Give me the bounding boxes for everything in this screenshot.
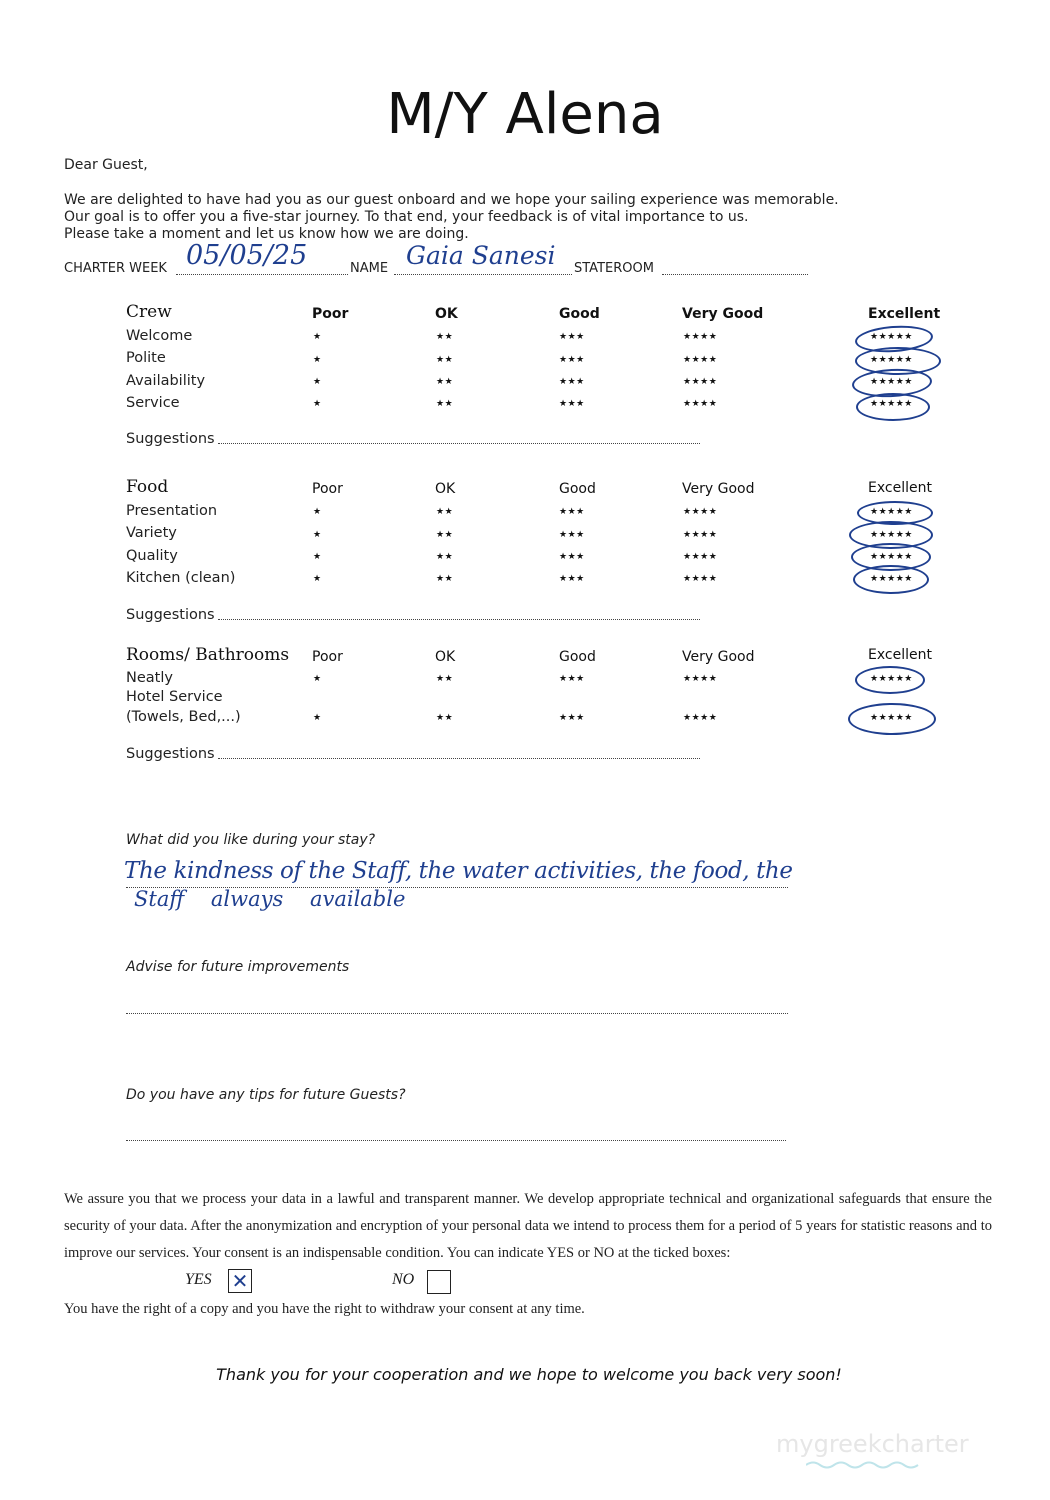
greeting: Dear Guest, bbox=[64, 157, 148, 173]
star-rating[interactable]: ★★★★ bbox=[683, 507, 718, 517]
row-label-neatly: Neatly bbox=[126, 670, 173, 686]
star-rating[interactable]: ★ bbox=[313, 355, 322, 365]
star-rating[interactable]: ★★ bbox=[436, 574, 454, 584]
thanks-message: Thank you for your cooperation and we hope to welcome you back very soon! bbox=[216, 1365, 842, 1384]
star-rating[interactable]: ★★ bbox=[436, 507, 454, 517]
liked-answer-line-1[interactable]: The kindness of the Staff, the water activities, the food, the bbox=[124, 858, 793, 884]
star-rating[interactable]: ★ bbox=[313, 674, 322, 684]
selection-circle bbox=[856, 393, 930, 421]
charter-week-value[interactable]: 05/05/25 bbox=[186, 240, 308, 271]
row-label-welcome: Welcome bbox=[126, 328, 193, 344]
star-rating[interactable]: ★★ bbox=[436, 530, 454, 540]
star-rating[interactable]: ★★★ bbox=[559, 713, 585, 723]
star-rating[interactable]: ★★★★ bbox=[683, 552, 718, 562]
data-consent-text: We assure you that we process your data in a lawful and transparent manner. We develop appropriate technical and organizational safeguards that ensure the security of your data. After the anonymization and encryption of your personal data we intend to process them for a period of 5 years for statistic reasons and to improve our services. Your consent is an indispensable condition. You can indicate YES or NO at the ticked boxes: bbox=[64, 1191, 992, 1261]
section-title-rooms: Rooms/ Bathrooms bbox=[126, 645, 290, 665]
col-very-good: Very Good bbox=[682, 306, 764, 322]
star-rating[interactable]: ★★★★ bbox=[683, 713, 718, 723]
star-rating[interactable]: ★★★ bbox=[559, 355, 585, 365]
col-excellent: Excellent bbox=[868, 306, 941, 322]
star-rating[interactable]: ★★ bbox=[436, 552, 454, 562]
star-rating[interactable]: ★ bbox=[313, 507, 322, 517]
row-label-availability: Availability bbox=[126, 373, 206, 389]
intro-line-1: We are delighted to have had you as our guest onboard and we hope your sailing experience was memorable. bbox=[64, 192, 839, 208]
row-label-polite: Polite bbox=[126, 350, 166, 366]
star-rating[interactable]: ★★ bbox=[436, 332, 454, 342]
col-ok: OK bbox=[435, 481, 456, 497]
star-rating[interactable]: ★ bbox=[313, 713, 322, 723]
col-excellent: Excellent bbox=[868, 647, 932, 663]
no-label: NO bbox=[392, 1271, 415, 1288]
star-rating[interactable]: ★★★★ bbox=[683, 332, 718, 342]
suggestions-label-rooms: Suggestions bbox=[126, 746, 215, 762]
watermark-logo: mygreekcharter bbox=[776, 1430, 969, 1458]
star-rating[interactable]: ★ bbox=[313, 399, 322, 409]
charter-week-label: CHARTER WEEK bbox=[64, 261, 167, 276]
liked-answer-line-2[interactable]: Staff always available bbox=[134, 887, 406, 911]
star-rating[interactable]: ★ bbox=[313, 377, 322, 387]
row-label-quality: Quality bbox=[126, 548, 178, 564]
liked-question: What did you like during your stay? bbox=[126, 832, 376, 848]
star-rating[interactable]: ★★★★★ bbox=[870, 574, 913, 584]
row-label-variety: Variety bbox=[126, 525, 177, 541]
col-very-good: Very Good bbox=[682, 649, 755, 665]
star-rating[interactable]: ★ bbox=[313, 574, 322, 584]
star-rating[interactable]: ★★★★★ bbox=[870, 399, 913, 409]
tips-question: Do you have any tips for future Guests? bbox=[126, 1087, 406, 1103]
star-rating[interactable]: ★★★ bbox=[559, 530, 585, 540]
intro-line-2: Our goal is to offer you a five-star journey. To that end, your feedback is of vital importance to us. bbox=[64, 209, 749, 225]
suggestions-label-food: Suggestions bbox=[126, 607, 215, 623]
row-label-hotel-service: Hotel Service bbox=[126, 689, 223, 705]
col-excellent: Excellent bbox=[868, 480, 932, 496]
col-good: Good bbox=[559, 306, 600, 322]
star-rating[interactable]: ★★★★ bbox=[683, 355, 718, 365]
row-label-towels-bed: (Towels, Bed,...) bbox=[126, 709, 241, 725]
col-poor: Poor bbox=[312, 481, 343, 497]
advise-answer-field[interactable] bbox=[126, 1013, 788, 1014]
star-rating[interactable]: ★★★★ bbox=[683, 530, 718, 540]
selection-circle bbox=[853, 565, 929, 594]
charter-week-line bbox=[176, 274, 348, 275]
star-rating[interactable]: ★★★ bbox=[559, 507, 585, 517]
star-rating[interactable]: ★★★★★ bbox=[870, 674, 913, 684]
row-label-service: Service bbox=[126, 395, 180, 411]
star-rating[interactable]: ★★★★★ bbox=[870, 552, 913, 562]
wave-icon bbox=[806, 1460, 924, 1470]
row-label-presentation: Presentation bbox=[126, 503, 218, 519]
star-rating[interactable]: ★★ bbox=[436, 674, 454, 684]
yes-checkbox[interactable]: ✕ bbox=[228, 1269, 252, 1293]
star-rating[interactable]: ★★★★ bbox=[683, 399, 718, 409]
rights-text: You have the right of a copy and you have the right to withdraw your consent at any time. bbox=[64, 1301, 585, 1317]
col-good: Good bbox=[559, 649, 596, 665]
stateroom-line bbox=[662, 274, 808, 275]
star-rating[interactable]: ★★ bbox=[436, 713, 454, 723]
stateroom-label: STATEROOM bbox=[574, 261, 654, 276]
row-label-kitchen: Kitchen (clean) bbox=[126, 570, 236, 586]
star-rating[interactable]: ★★★★ bbox=[683, 377, 718, 387]
col-ok: OK bbox=[435, 649, 456, 665]
star-rating[interactable]: ★★★ bbox=[559, 377, 585, 387]
name-value[interactable]: Gaia Sanesi bbox=[406, 241, 556, 270]
star-rating[interactable]: ★★★★ bbox=[683, 574, 718, 584]
star-rating[interactable]: ★★★★★ bbox=[870, 507, 913, 517]
star-rating[interactable]: ★★★★★ bbox=[870, 530, 913, 540]
col-poor: Poor bbox=[312, 649, 343, 665]
col-poor: Poor bbox=[312, 306, 349, 322]
star-rating[interactable]: ★★★★★ bbox=[870, 332, 913, 342]
star-rating[interactable]: ★★ bbox=[436, 377, 454, 387]
name-line bbox=[394, 274, 572, 275]
section-title-crew: Crew bbox=[126, 302, 172, 322]
selection-circle bbox=[848, 703, 936, 735]
tips-answer-field[interactable] bbox=[126, 1140, 786, 1141]
star-rating[interactable]: ★★★ bbox=[559, 399, 585, 409]
page-title: M/Y Alena bbox=[386, 82, 664, 147]
section-title-food: Food bbox=[126, 477, 169, 497]
advise-question: Advise for future improvements bbox=[126, 959, 350, 975]
col-good: Good bbox=[559, 481, 596, 497]
star-rating[interactable]: ★★ bbox=[436, 355, 454, 365]
suggestions-field-rooms[interactable] bbox=[218, 758, 700, 759]
star-rating[interactable]: ★★★ bbox=[559, 552, 585, 562]
suggestions-field-food[interactable] bbox=[218, 619, 700, 620]
star-rating[interactable]: ★ bbox=[313, 332, 322, 342]
col-very-good: Very Good bbox=[682, 481, 755, 497]
star-rating[interactable]: ★★★★★ bbox=[870, 713, 913, 723]
suggestions-field-crew[interactable] bbox=[218, 443, 700, 444]
star-rating[interactable]: ★★★★★ bbox=[870, 355, 913, 365]
name-label: NAME bbox=[350, 261, 389, 276]
no-checkbox[interactable] bbox=[427, 1270, 451, 1294]
selection-circle bbox=[855, 666, 925, 694]
star-rating[interactable]: ★★★ bbox=[559, 332, 585, 342]
star-rating[interactable]: ★★★ bbox=[559, 674, 585, 684]
star-rating[interactable]: ★ bbox=[313, 530, 322, 540]
star-rating[interactable]: ★★ bbox=[436, 399, 454, 409]
star-rating[interactable]: ★★★★★ bbox=[870, 377, 913, 387]
star-rating[interactable]: ★★★ bbox=[559, 574, 585, 584]
yes-label: YES bbox=[185, 1271, 212, 1288]
suggestions-label-crew: Suggestions bbox=[126, 431, 215, 447]
intro-line-3: Please take a moment and let us know how we are doing. bbox=[64, 226, 469, 242]
star-rating[interactable]: ★ bbox=[313, 552, 322, 562]
star-rating[interactable]: ★★★★ bbox=[683, 674, 718, 684]
col-ok: OK bbox=[435, 306, 458, 322]
